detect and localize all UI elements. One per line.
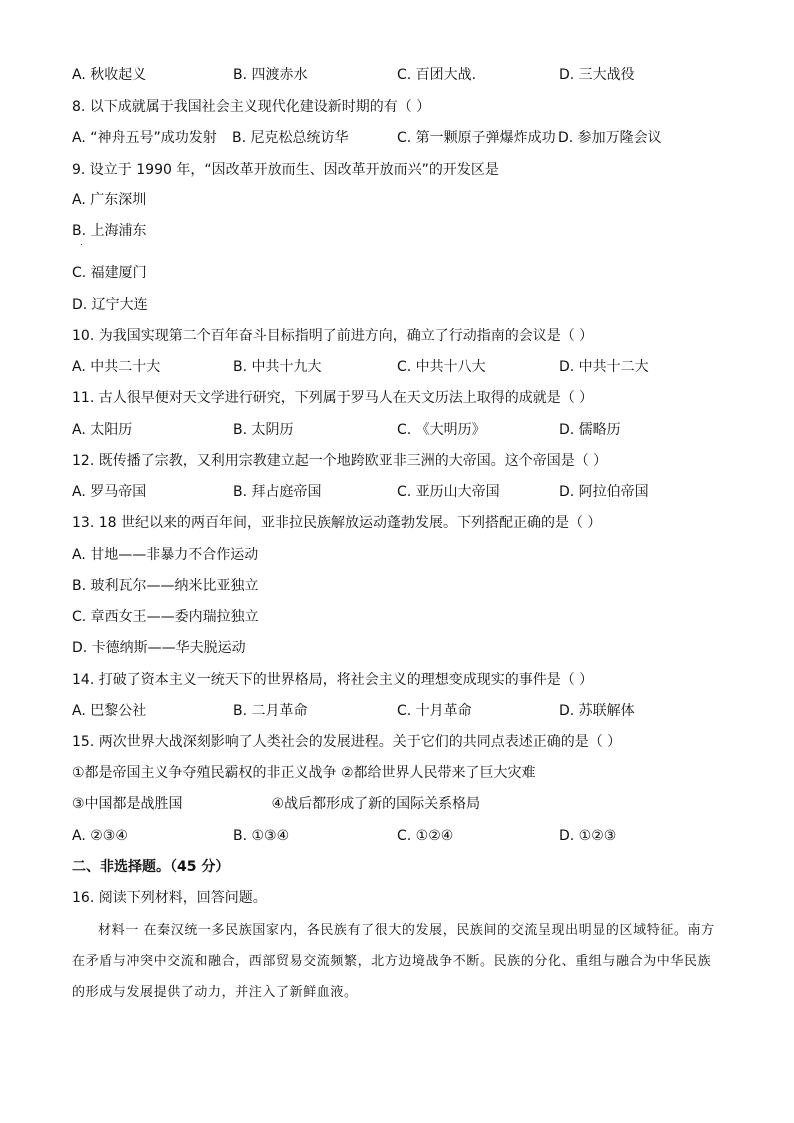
q9-option-d: D. 辽宁大连 [72,297,148,313]
q7-option-d: D. 三大战役 [559,67,635,83]
q10-option-c: C. 中共十八大 [397,359,486,375]
q10-option-a: A. 中共二十大 [72,359,161,375]
q15-statements-1: ①都是帝国主义争夺殖民霸权的非正义战争 ②都给世界人民带来了巨大灾难 [72,765,536,781]
q14-option-a: A. 巴黎公社 [72,703,147,719]
stray-mark: . [80,238,83,248]
q13-option-a: A. 甘地——非暴力不合作运动 [72,547,259,563]
q10-stem: 10. 为我国实现第二个百年奋斗目标指明了前进方向，确立了行动指南的会议是（ ） [72,328,594,344]
q13-option-b: B. 玻利瓦尔——纳米比亚独立 [72,578,259,594]
q8-option-c: C. 第一颗原子弹爆炸成功 [397,130,556,146]
q14-option-c: C. 十月革命 [397,703,472,719]
q15-options [72,826,732,846]
q14-option-b: B. 二月革命 [233,703,308,719]
q8-option-d: D. 参加万隆会议 [558,130,662,146]
q10-option-d: D. 中共十二大 [559,359,649,375]
q15-option-d: D. ①②③ [559,828,617,844]
q12-option-a: A. 罗马帝国 [72,484,147,500]
q11-option-b: B. 太阴历 [233,422,294,438]
q16-stem: 16. 阅读下列材料，回答问题。 [72,890,267,906]
q14-option-d: D. 苏联解体 [559,703,635,719]
q8-options [72,128,732,148]
q14-options [72,701,732,721]
q12-option-b: B. 拜占庭帝国 [233,484,322,500]
q7-option-a: A. 秋收起义 [72,67,147,83]
q15-statements-2: ③中国都是战胜国 ④战后都形成了新的国际关系格局 [72,796,481,812]
q7-options [72,65,732,85]
q11-options [72,420,732,440]
q8-option-b: B. 尼克松总统访华 [232,130,349,146]
q15-option-a: A. ②③④ [72,828,128,844]
q10-options [72,357,732,377]
q11-option-c: C. 《大明历》 [397,422,486,438]
q15-option-c: C. ①②④ [397,828,454,844]
q11-option-a: A. 太阳历 [72,422,133,438]
q12-stem: 12. 既传播了宗教，又利用宗教建立起一个地跨欧亚非三洲的大帝国。这个帝国是（ ） [72,453,608,469]
q7-option-b: B. 四渡赤水 [233,67,308,83]
q9-option-c: C. 福建厦门 [72,265,147,281]
q12-option-c: C. 亚历山大帝国 [397,484,500,500]
q16-material-1: 材料一 在秦汉统一多民族国家内，各民族有了很大的发展，民族间的交流呈现出明显的区域特征。南方在矛盾与冲突中交流和融合，西部贸易交流频繁，北方边境战争不断。民族的分化、重组与融合为中华民族的形成与发展提供了动力，并注入了新鲜血液。 [72,923,715,1000]
q8-stem: 8. 以下成就属于我国社会主义现代化建设新时期的有（ ） [72,99,431,115]
q11-option-d: D. 儒略历 [559,422,621,438]
q11-stem: 11. 古人很早便对天文学进行研究，下列属于罗马人在天文历法上取得的成就是（ ） [72,390,594,406]
q15-stem: 15. 两次世界大战深刻影响了人类社会的发展进程。关于它们的共同点表述正确的是（ ） [72,734,622,750]
section-title: 二、非选择题。（45 分） [72,859,230,875]
q13-option-d: D. 卡德纳斯——华夫脱运动 [72,640,246,656]
q9-stem: 9. 设立于 1990 年，“因改革开放而生、因改革开放而兴”的开发区是 [72,162,499,178]
q15-option-b: B. ①③④ [233,828,290,844]
q13-stem: 13. 18 世纪以来的两百年间，亚非拉民族解放运动蓬勃发展。下列搭配正确的是（ ） [72,515,602,531]
q12-option-d: D. 阿拉伯帝国 [559,484,649,500]
q9-option-b: B. 上海浦东 [72,223,147,239]
q8-option-a: A. “神舟五号”成功发射 [72,130,217,146]
q13-option-c: C. 章西女王——委内瑞拉独立 [72,609,259,625]
q7-option-c: C. 百团大战. [397,67,477,83]
q14-stem: 14. 打破了资本主义一统天下的世界格局，将社会主义的理想变成现实的事件是（ ） [72,672,594,688]
q12-options [72,482,732,502]
q9-option-a: A. 广东深圳 [72,192,147,208]
q10-option-b: B. 中共十九大 [233,359,322,375]
